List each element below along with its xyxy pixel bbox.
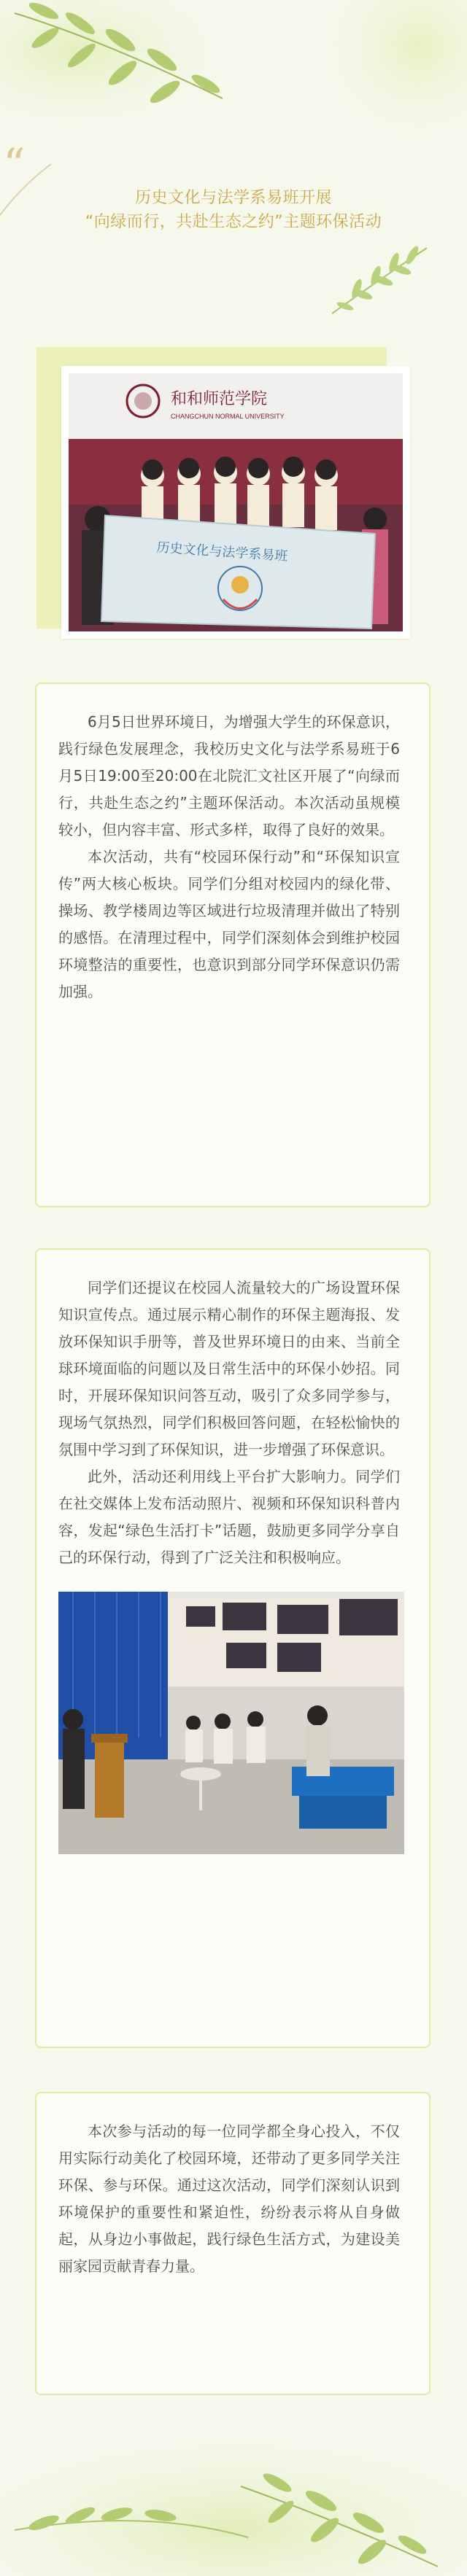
title-line-1: 历史文化与法学系易班开展 [134, 189, 332, 207]
card3-paragraph-1: 本次参与活动的每一位同学都全身心投入，不仅用实际行动美化了校园环境，还带动了更多同学关注环保、参与环保。通过这次活动，同学们深刻认识到环境保护的重要性和紧迫性，纷纷表示将从自身做起，从身边小事做起，践行绿色生活方式，为建设美丽家园贡献青春力量。 [58, 2122, 400, 2275]
card1-paragraph-2: 本次活动，共有“校园环保行动”和“环保知识宣传”两大核心板块。同学们分组对校园内的绿化带、操场、教学楼周边等区域进行垃圾清理并做出了特别的感悟。在清理过程中，同学们深刻体会到维护校园环境整洁的重要性，也意识到部分同学环保意识仍需加强。 [58, 848, 400, 1000]
leaf-branch-icon [325, 241, 434, 321]
text-card-1 [35, 682, 431, 1207]
card1-paragraph-1: 6月5日世界环境日，为增强大学生的环保意识，践行绿色发展理念，我校历史文化与法学系易班于6月5日19:00至20:00在北院汇文社区开展了“向绿而行，共赴生态之约”主题环保活动。本次活动虽规模较小，但内容丰富、形式多样，取得了良好的效果。 [58, 713, 400, 838]
text-card-2 [35, 1248, 431, 2048]
activity-photo [58, 1592, 404, 1854]
card2-paragraph-1: 同学们还提议在校园人流量较大的广场设置环保知识宣传点。通过展示精心制作的环保主题海报、发放环保知识手册等，普及世界环境日的由来、当前全球环境面临的问题以及日常生活中的环保小妙招。同时，开展环保知识问答互动，吸引了众多同学参与，现场气氛热烈，同学们积极回答问题，在轻松愉快的氛围中学习到了环保知识，进一步增强了环保意识。 [58, 1279, 400, 1458]
article-title [0, 186, 467, 234]
leaves-bottom-decoration [0, 2421, 467, 2576]
card2-paragraph-2: 此外，活动还利用线上平台扩大影响力。同学们在社交媒体上发布活动照片、视频和环保知识科普内容，发起“绿色生活打卡”话题，鼓励更多同学分享自己的环保行动，得到了广泛关注和积极响应。 [58, 1468, 400, 1566]
leaves-top-decoration [0, 0, 248, 128]
text-card-3 [35, 2092, 431, 2395]
watercolor-wash-decoration [306, 0, 467, 153]
banner-school-en: CHANGCHUN NORMAL UNIVERSITY [171, 413, 285, 420]
flag-text: 历史文化与法学系易班 [155, 540, 288, 564]
group-photo [61, 366, 410, 639]
activity-room-photo [58, 1592, 404, 1854]
group-photo-frame [61, 366, 410, 639]
quote-mark-icon: “ [3, 139, 26, 190]
title-line-2: “向绿而行，共赴生态之约”主题环保活动 [85, 213, 382, 231]
banner-school-name: 和和师范学院 [171, 390, 268, 408]
